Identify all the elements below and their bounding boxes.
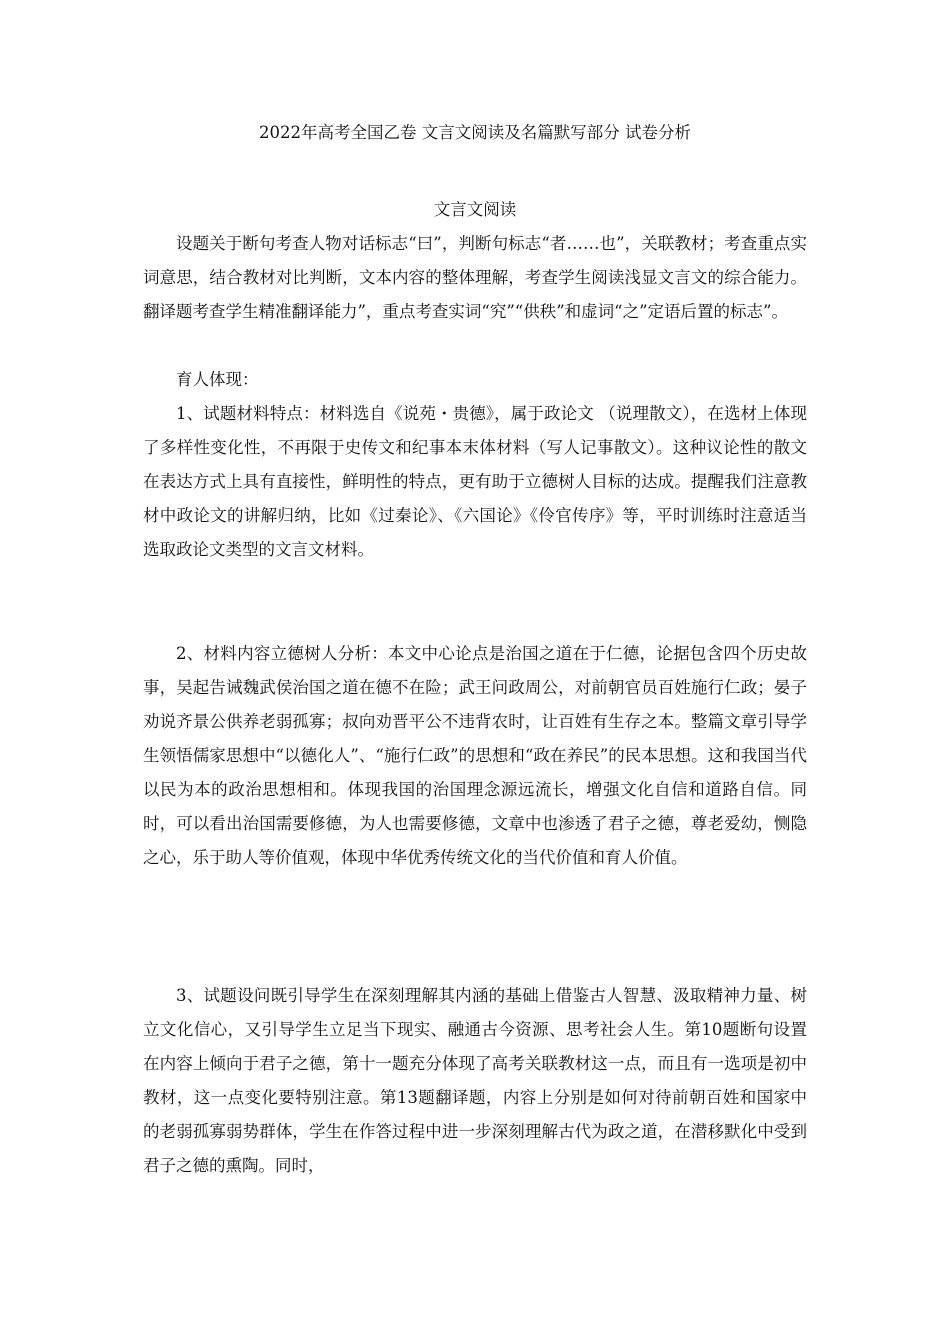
section-title: 文言文阅读: [433, 200, 517, 219]
document-title: 2022年高考全国乙卷 文言文阅读及名篇默写部分 试卷分析: [259, 123, 691, 142]
point-1-paragraph: 1、试题材料特点：材料选自《说苑・贵德》，属于政论文 （说理散文），在选材上体现了多样性变化性，不再限于史传文和纪事本末体材料（写人记事散文）。这种议论性的散文在表达方式上具有直接性，鲜明性的特点，更有助于立德树人目标的达成。提醒我们注意教材中政论文的讲解归纳，比如《过秦论》、《六国论》《伶官传序》等，平时训练时注意适当选取政论文类型的文言文材料。: [143, 404, 807, 559]
education-heading: 育人体现：: [176, 370, 259, 389]
point-2-paragraph: 2、材料内容立德树人分析：本文中心论点是治国之道在于仁德，论据包含四个历史故事，吴起告诫魏武侯治国之道在德不在险；武王问政周公，对前朝官员百姓施行仁政；晏子劝说齐景公供养老弱孤寡；叔向劝晋平公不违背农时，让百姓有生存之本。整篇文章引导学生领悟儒家思想中“以德化人”、“施行仁政”的思想和“政在养民”的民本思想。这和我国当代以民为本的政治思想相和。体现我国的治国理念源远流长，增强文化自信和道路自信。同时，可以看出治国需要修德，为人也需要修德，文章中也渗透了君子之德，尊老爱幼，恻隐之心，乐于助人等价值观，体现中华优秀传统文化的当代价值和育人价值。: [143, 644, 807, 867]
document-page: [143, 0, 807, 1344]
point-3-paragraph: 3、试题设问既引导学生在深刻理解其内涵的基础上借鉴古人智慧、汲取精神力量、树立文化信心，又引导学生立足当下现实、融通古今资源、思考社会人生。第10题断句设置在内容上倾向于君子之德，第十一题充分体现了高考关联教材这一点，而且有一选项是初中教材，这一点变化要特别注意。第13题翻译题，内容上分别是如何对待前朝百姓和国家中的老弱孤寡弱势群体，学生在作答过程中进一步深刻理解古代为政之道，在潜移默化中受到君子之德的熏陶。同时，: [143, 986, 807, 1175]
intro-paragraph: 设题关于断句考查人物对话标志“曰”，判断句标志“者……也”，关联教材；考查重点实词意思，结合教材对比判断，文本内容的整体理解，考查学生阅读浅显文言文的综合能力。翻译题考查学生精准翻译能力”，重点考查实词“究”“供秩”和虚词“之”定语后置的标志”。: [143, 234, 807, 321]
